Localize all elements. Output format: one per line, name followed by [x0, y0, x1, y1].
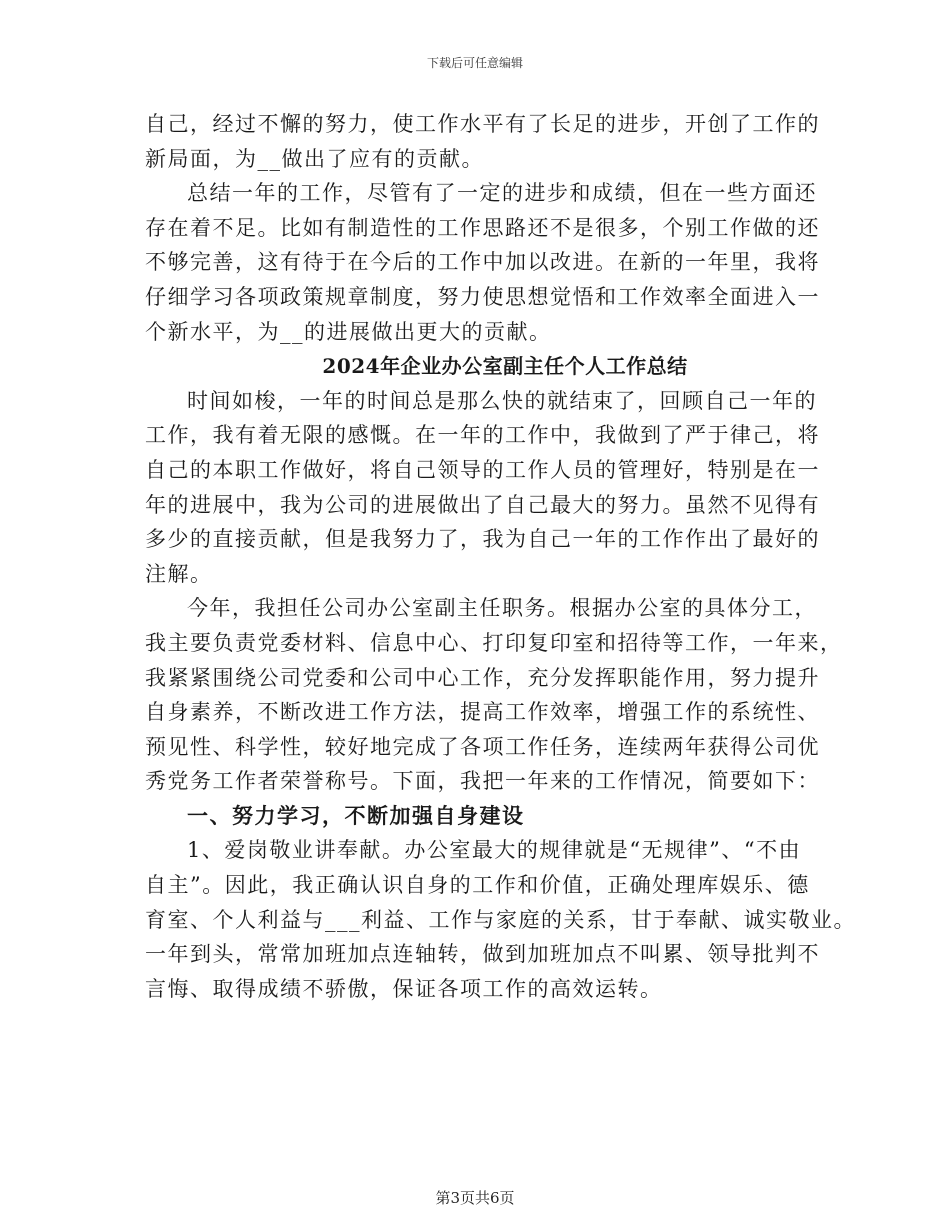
document-body — [145, 107, 856, 1006]
body-line: 时间如梭，一年的时间总是那么快的就结束了，回顾自己一年的 — [187, 388, 817, 413]
body-line: 自己，经过不懈的努力，使工作水平有了长足的进步，开创了工作的 — [145, 112, 820, 136]
body-line: 一年到头，常常加班加点连轴转，做到加班加点不叫累、领导批判不 — [145, 942, 820, 967]
body-line: 自身素养，不断改进工作方法，提高工作效率，增强工作的系统性、 — [145, 700, 820, 725]
body-line: 个新水平，为__的进展做出更大的贡献。 — [145, 319, 552, 344]
body-line: 存在着不足。比如有制造性的工作思路还不是很多，个别工作做的还 — [145, 215, 820, 240]
section-heading: 一、努力学习，不断加强自身建设 — [187, 802, 525, 828]
body-line: 仔细学习各项政策规章制度，努力使思想觉悟和工作效率全面进入一 — [145, 284, 820, 309]
body-line: 多少的直接贡献，但是我努力了，我为自己一年的工作作出了最好的 — [145, 527, 820, 552]
page-header: 下载后可任意编辑 — [426, 56, 523, 70]
body-line: 自主”。因此，我正确认识自身的工作和价值，正确处理库娱乐、德 — [145, 873, 810, 898]
body-line: 工作，我有着无限的感慨。在一年的工作中，我做到了严于律己，将 — [145, 423, 820, 448]
body-line: 育室、个人利益与___利益、工作与家庭的关系，甘于奉献、诚实敬业。 — [145, 907, 856, 932]
body-line: 总结一年的工作，尽管有了一定的进步和成绩，但在一些方面还 — [187, 181, 817, 206]
body-line: 年的进展中，我为公司的进展做出了自己最大的努力。虽然不见得有 — [145, 492, 820, 517]
body-line: 我主要负责党委材料、信息中心、打印复印室和招待等工作，一年来， — [145, 630, 843, 655]
body-line: 1、爱岗敬业讲奉献。办公室最大的规律就是“无规律”、“不由 — [187, 838, 802, 863]
body-line: 言悔、取得成绩不骄傲，保证各项工作的高效运转。 — [145, 976, 663, 1001]
body-line: 自己的本职工作做好，将自己领导的工作人员的管理好，特别是在一 — [145, 457, 820, 482]
body-line: 我紧紧围绕公司党委和公司中心工作，充分发挥职能作用，努力提升 — [145, 665, 820, 690]
page-footer: 第3页共6页 — [435, 1189, 515, 1207]
document-title: 2024年企业办公室副主任个人工作总结 — [322, 354, 688, 379]
body-line: 今年，我担任公司办公室副主任职务。根据办公室的具体分工， — [187, 596, 817, 621]
body-line: 预见性、科学性，较好地完成了各项工作任务，连续两年获得公司优 — [145, 734, 820, 759]
body-line: 新局面，为__做出了应有的贡献。 — [145, 146, 484, 171]
body-line: 秀党务工作者荣誉称号。下面，我把一年来的工作情况，简要如下： — [145, 769, 820, 794]
body-line: 注解。 — [145, 561, 213, 586]
body-line: 不够完善，这有待于在今后的工作中加以改进。在新的一年里，我将 — [145, 250, 820, 275]
